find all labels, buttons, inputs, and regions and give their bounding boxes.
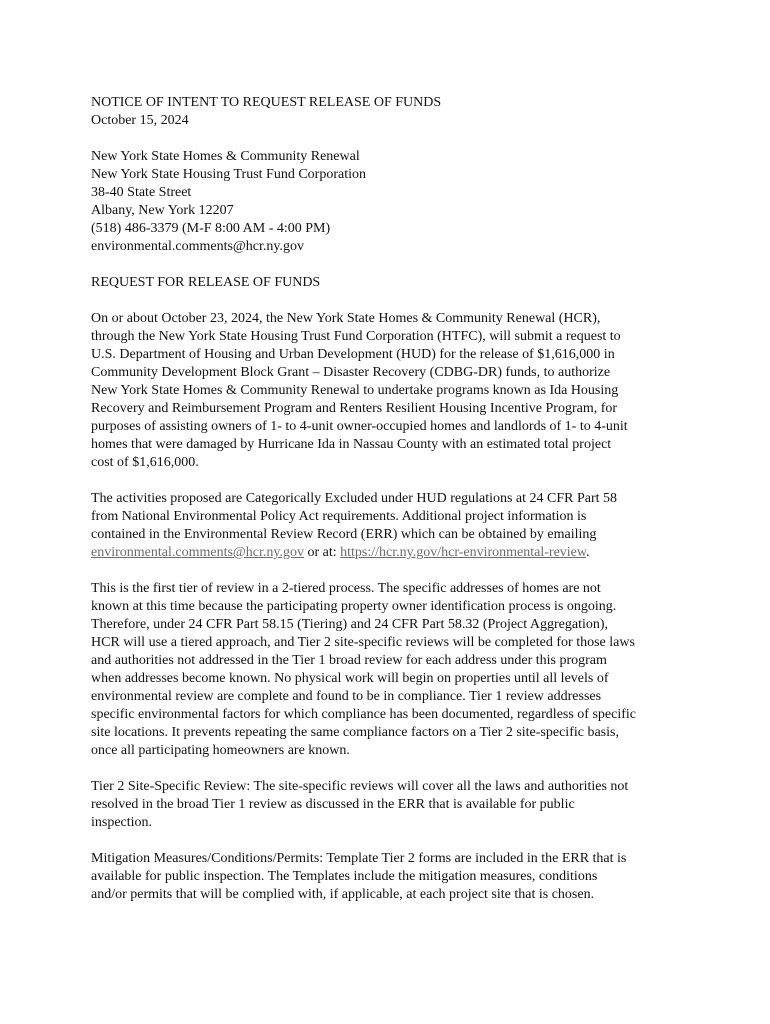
paragraph-tier2-review [91,778,691,832]
paragraph-line: when addresses become known. No physical work will begin on properties until all levels of [91,671,609,686]
paragraph-line: New York State Homes & Community Renewal to undertake programs known as Ida Housing [91,383,619,398]
paragraph-mitigation [91,850,691,904]
address-line: New York State Homes & Community Renewal [91,149,360,164]
paragraph-line: Community Development Block Grant – Disaster Recovery (CDBG-DR) funds, to authorize [91,365,611,380]
address-email: environmental.comments@hcr.ny.gov [91,239,304,254]
section-heading [91,274,691,292]
paragraph-line: U.S. Department of Housing and Urban Development (HUD) for the release of $1,616,000 in [91,347,615,362]
paragraph-line: contained in the Environmental Review Record (ERR) which can be obtained by emailing [91,527,597,542]
paragraph-line: known at this time because the participating property owner identification process is ongoing. [91,599,617,614]
notice-header [91,94,691,130]
paragraph-line: HCR will use a tiered approach, and Tier 2 site-specific reviews will be completed for those laws [91,635,635,650]
paragraph-line: Mitigation Measures/Conditions/Permits: Template Tier 2 forms are included in the ERR that is [91,851,627,866]
paragraph-line: The activities proposed are Categorically Excluded under HUD regulations at 24 CFR Part 58 [91,491,618,506]
paragraph-line: Therefore, under 24 CFR Part 58.15 (Tiering) and 24 CFR Part 58.32 (Project Aggregation), [91,617,609,632]
paragraph-line: through the New York State Housing Trust Fund Corporation (HTFC), will submit a request to [91,329,621,344]
or-at-text: or at: [304,545,341,560]
paragraph-line: homes that were damaged by Hurricane Ida in Nassau County with an estimated total project [91,437,612,452]
address-line: New York State Housing Trust Fund Corporation [91,167,366,182]
paragraph-line: and authorities not addressed in the Tier 1 broad review for each address under this program [91,653,607,668]
paragraph-line: site locations. It prevents repeating the same compliance factors on a Tier 2 site-specific basis, [91,725,619,740]
document-body [91,94,691,922]
paragraph-line-links [91,544,691,562]
paragraph-line: On or about October 23, 2024, the New York State Homes & Community Renewal (HCR), [91,311,601,326]
agency-address [91,148,691,256]
paragraph-activities [91,490,691,562]
paragraph-line: inspection. [91,815,153,830]
notice-date: October 15, 2024 [91,113,189,128]
review-url-link[interactable]: https://hcr.ny.gov/hcr-environmental-review [340,545,587,560]
address-phone: (518) 486-3379 (M-F 8:00 AM - 4:00 PM) [91,221,331,236]
paragraph-line: resolved in the broad Tier 1 review as discussed in the ERR that is available for public [91,797,575,812]
paragraph-request [91,310,691,472]
paragraph-tiered-review [91,580,691,760]
notice-title: NOTICE OF INTENT TO REQUEST RELEASE OF FUNDS [91,95,442,110]
paragraph-line: environmental review are complete and found to be in compliance. Tier 1 review addresses [91,689,602,704]
email-link[interactable]: environmental.comments@hcr.ny.gov [91,545,304,560]
paragraph-line: once all participating homeowners are known. [91,743,350,758]
paragraph-line: purposes of assisting owners of 1- to 4-unit owner-occupied homes and landlords of 1- to 4-unit [91,419,628,434]
paragraph-line: cost of $1,616,000. [91,455,199,470]
section-heading-text: REQUEST FOR RELEASE OF FUNDS [91,275,321,290]
paragraph-line: Tier 2 Site-Specific Review: The site-specific reviews will cover all the laws and authorities not [91,779,629,794]
paragraph-line: specific environmental factors for which compliance has been documented, regardless of specific [91,707,637,722]
paragraph-line: available for public inspection. The Templates include the mitigation measures, conditions [91,869,598,884]
paragraph-line: from National Environmental Policy Act requirements. Additional project information is [91,509,587,524]
paragraph-line: This is the first tier of review in a 2-tiered process. The specific addresses of homes are not [91,581,601,596]
period-text: . [586,545,590,560]
paragraph-line: Recovery and Reimbursement Program and Renters Resilient Housing Incentive Program, for [91,401,618,416]
address-line: Albany, New York 12207 [91,203,234,218]
paragraph-line: and/or permits that will be complied with, if applicable, at each project site that is chosen. [91,887,595,902]
address-line: 38-40 State Street [91,185,192,200]
